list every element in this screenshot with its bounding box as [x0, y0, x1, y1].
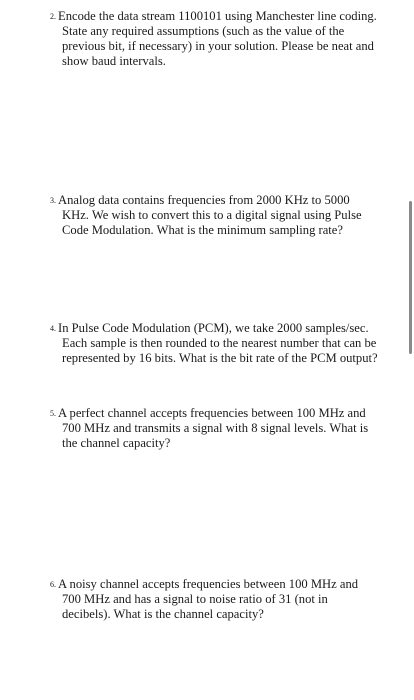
question-4 [50, 321, 380, 366]
question-text: In Pulse Code Modulation (PCM), we take 2000 samples/sec. [58, 321, 369, 335]
question-line: the channel capacity? [62, 436, 171, 450]
question-line: 700 MHz and transmits a signal with 8 signal levels. What is [62, 421, 369, 435]
question-line: Each sample is then rounded to the nearest number that can be [62, 336, 377, 350]
question-line: Code Modulation. What is the minimum sampling rate? [62, 223, 343, 237]
question-line: KHz. We wish to convert this to a digital signal using Pulse [62, 208, 362, 222]
question-number: 4. [50, 324, 56, 333]
question-line [50, 193, 380, 208]
question-line: represented by 16 bits. What is the bit rate of the PCM output? [62, 351, 378, 365]
question-5 [50, 406, 380, 451]
question-line: show baud intervals. [62, 54, 166, 68]
question-number: 2. [50, 12, 56, 21]
question-text: A perfect channel accepts frequencies between 100 MHz and [58, 406, 366, 420]
question-line: 700 MHz and has a signal to noise ratio of 31 (not in [62, 592, 328, 606]
question-line: previous bit, if necessary) in your solution. Please be neat and [62, 39, 374, 53]
question-line: State any required assumptions (such as the value of the [62, 24, 345, 38]
question-line [50, 406, 380, 421]
question-line [50, 9, 380, 24]
vertical-scrollbar[interactable] [409, 201, 412, 354]
question-text: Analog data contains frequencies from 2000 KHz to 5000 [58, 193, 350, 207]
question-text: Encode the data stream 1100101 using Manchester line coding. [58, 9, 377, 23]
question-line [50, 321, 380, 336]
question-number: 5. [50, 409, 56, 418]
question-line [50, 577, 380, 592]
question-number: 6. [50, 580, 56, 589]
question-3 [50, 193, 380, 238]
question-text: A noisy channel accepts frequencies between 100 MHz and [58, 577, 359, 591]
question-6 [50, 577, 380, 622]
question-2 [50, 9, 380, 69]
question-line: decibels). What is the channel capacity? [62, 607, 264, 621]
question-number: 3. [50, 196, 56, 205]
